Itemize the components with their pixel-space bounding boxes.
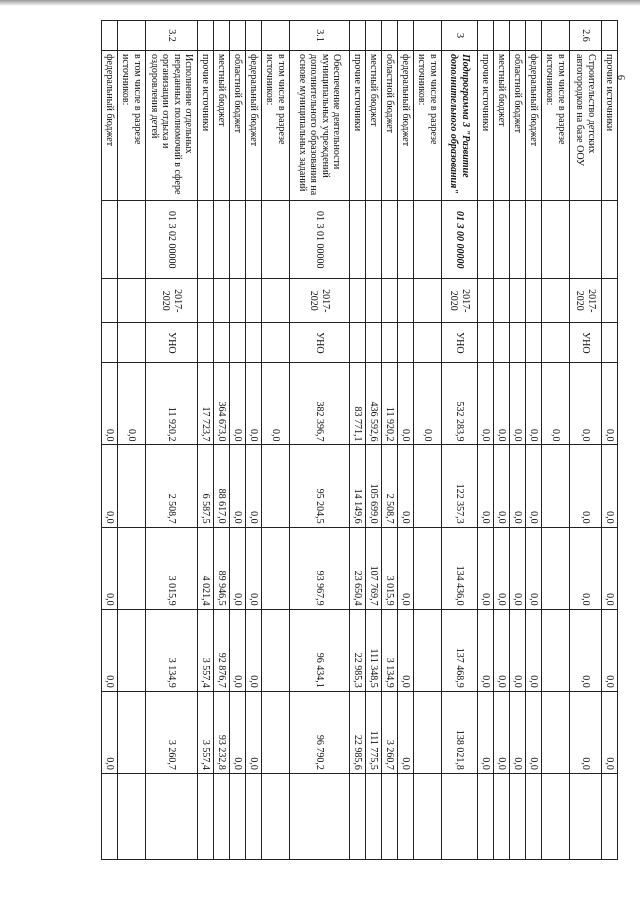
- executor: [102, 323, 118, 363]
- value-2018: 0,0: [570, 527, 602, 609]
- empty-cell: [442, 773, 478, 859]
- empty-cell: [414, 773, 442, 859]
- empty-cell: [494, 773, 510, 859]
- value-2019: 0,0: [510, 609, 526, 691]
- table-row: [102, 21, 118, 860]
- executor: УНО: [146, 323, 198, 363]
- row-name: в том числе в разрезе источников:: [414, 51, 442, 201]
- row-name: прочие источники: [478, 51, 494, 201]
- executor: [510, 323, 526, 363]
- period: 2017-2020: [290, 279, 350, 323]
- table-row: [214, 21, 230, 860]
- row-number: [230, 21, 246, 51]
- executor: [398, 323, 414, 363]
- value-2020: 96 790,2: [290, 691, 350, 773]
- row-number: [478, 21, 494, 51]
- budget-code: [398, 201, 414, 279]
- table-row: [602, 21, 618, 860]
- table-row: [570, 21, 602, 860]
- table-row: [198, 21, 214, 860]
- value-2020: 0,0: [602, 691, 618, 773]
- row-number: [198, 21, 214, 51]
- empty-cell: [602, 773, 618, 859]
- value-2020: 0,0: [494, 691, 510, 773]
- empty-cell: [526, 773, 542, 859]
- value-2019: 92 876,7: [214, 609, 230, 691]
- row-name: федеральный бюджет: [526, 51, 542, 201]
- value-2020: 0,0: [230, 691, 246, 773]
- period: [602, 279, 618, 323]
- value-2017: 0,0: [246, 445, 262, 527]
- value-2017: 122 357,3: [442, 445, 478, 527]
- value-2018: 0,0: [230, 527, 246, 609]
- value-2018: 0,0: [246, 527, 262, 609]
- row-number: [102, 21, 118, 51]
- value-total: 0,0: [398, 363, 414, 445]
- executor: УНО: [290, 323, 350, 363]
- value-2019: 0,0: [398, 609, 414, 691]
- value-2020: [414, 691, 442, 773]
- table-row: [478, 21, 494, 860]
- budget-code: [542, 201, 570, 279]
- period: [382, 279, 398, 323]
- value-2018: [118, 527, 146, 609]
- value-2017: 0,0: [494, 445, 510, 527]
- value-total: 364 673,0: [214, 363, 230, 445]
- value-2017: 95 204,5: [290, 445, 350, 527]
- value-2020: 3 260,7: [146, 691, 198, 773]
- budget-table: [101, 20, 618, 860]
- empty-cell: [262, 773, 290, 859]
- budget-code: [602, 201, 618, 279]
- value-2019: 0,0: [230, 609, 246, 691]
- value-2018: 4 021,4: [198, 527, 214, 609]
- value-2018: 0,0: [478, 527, 494, 609]
- budget-code: [510, 201, 526, 279]
- row-name: Строительство детских автогородков на базе ООУ: [570, 51, 602, 201]
- executor: УНО: [570, 323, 602, 363]
- period: [230, 279, 246, 323]
- value-2019: 137 468,9: [442, 609, 478, 691]
- value-2019: 0,0: [494, 609, 510, 691]
- table-row: [366, 21, 382, 860]
- period: [398, 279, 414, 323]
- executor: [366, 323, 382, 363]
- value-2017: [118, 445, 146, 527]
- value-2017: 88 617,0: [214, 445, 230, 527]
- value-total: 0,0: [230, 363, 246, 445]
- value-2019: 0,0: [102, 609, 118, 691]
- table-row: [414, 21, 442, 860]
- executor: [478, 323, 494, 363]
- row-name: федеральный бюджет: [246, 51, 262, 201]
- value-2018: 0,0: [510, 527, 526, 609]
- value-2017: [414, 445, 442, 527]
- table-row: [382, 21, 398, 860]
- period: 2017-2020: [570, 279, 602, 323]
- executor: [542, 323, 570, 363]
- table-row: [290, 21, 350, 860]
- row-name: прочие источники: [602, 51, 618, 201]
- value-2020: 3 260,7: [382, 691, 398, 773]
- empty-cell: [510, 773, 526, 859]
- value-total: 0,0: [102, 363, 118, 445]
- value-2020: 111 775,5: [366, 691, 382, 773]
- value-2019: 96 434,1: [290, 609, 350, 691]
- value-2017: [262, 445, 290, 527]
- value-2020: 0,0: [398, 691, 414, 773]
- row-name: местный бюджет: [494, 51, 510, 201]
- row-number: [526, 21, 542, 51]
- value-2020: 0,0: [526, 691, 542, 773]
- value-2017: 0,0: [602, 445, 618, 527]
- executor: [382, 323, 398, 363]
- period: [102, 279, 118, 323]
- row-number: [510, 21, 526, 51]
- budget-code: 01 3 00 00000: [442, 201, 478, 279]
- value-2018: 0,0: [494, 527, 510, 609]
- value-total: 436 592,6: [366, 363, 382, 445]
- empty-cell: [478, 773, 494, 859]
- executor: [494, 323, 510, 363]
- rotated-table-wrapper: [101, 20, 618, 860]
- row-name: в том числе в разрезе источников:: [262, 51, 290, 201]
- row-number: 3.1: [290, 21, 350, 51]
- value-2018: [262, 527, 290, 609]
- value-2018: 0,0: [398, 527, 414, 609]
- row-number: [398, 21, 414, 51]
- period: [526, 279, 542, 323]
- table-row: [230, 21, 246, 860]
- value-total: 0,0: [494, 363, 510, 445]
- row-number: 3: [442, 21, 478, 51]
- value-2018: 134 436,0: [442, 527, 478, 609]
- row-name: федеральный бюджет: [398, 51, 414, 201]
- empty-cell: [290, 773, 350, 859]
- empty-cell: [542, 773, 570, 859]
- table-row: [246, 21, 262, 860]
- value-2017: 0,0: [398, 445, 414, 527]
- value-2019: 3 557,4: [198, 609, 214, 691]
- budget-code: [262, 201, 290, 279]
- period: [118, 279, 146, 323]
- row-name: прочие источники: [198, 51, 214, 201]
- budget-code: [230, 201, 246, 279]
- budget-code: [366, 201, 382, 279]
- period: [510, 279, 526, 323]
- budget-code: 01 3 02 00000: [146, 201, 198, 279]
- empty-cell: [382, 773, 398, 859]
- row-number: [494, 21, 510, 51]
- row-name: местный бюджет: [366, 51, 382, 201]
- value-2018: 3 015,9: [382, 527, 398, 609]
- row-name: в том числе в разрезе источников:: [118, 51, 146, 201]
- value-2019: 0,0: [570, 609, 602, 691]
- value-2017: 0,0: [478, 445, 494, 527]
- table-row: [526, 21, 542, 860]
- row-name: в том числе в разрезе источников:: [542, 51, 570, 201]
- value-2018: 93 967,9: [290, 527, 350, 609]
- table-row: [494, 21, 510, 860]
- value-2020: 22 985,6: [350, 691, 366, 773]
- executor: [118, 323, 146, 363]
- table-row: [510, 21, 526, 860]
- value-2017: [542, 445, 570, 527]
- empty-cell: [230, 773, 246, 859]
- table-row: [398, 21, 414, 860]
- value-2017: 0,0: [102, 445, 118, 527]
- value-2020: 138 021,8: [442, 691, 478, 773]
- value-total: 83 771,1: [350, 363, 366, 445]
- value-total: 17 723,7: [198, 363, 214, 445]
- row-name: федеральный бюджет: [102, 51, 118, 201]
- row-name: областной бюджет: [510, 51, 526, 201]
- value-2018: [414, 527, 442, 609]
- table-row: [146, 21, 198, 860]
- executor: [230, 323, 246, 363]
- value-2019: [118, 609, 146, 691]
- value-2020: 0,0: [246, 691, 262, 773]
- period: [198, 279, 214, 323]
- period: [414, 279, 442, 323]
- budget-code: [478, 201, 494, 279]
- scan-edge-shadow: [0, 0, 640, 6]
- period: [350, 279, 366, 323]
- budget-code: [526, 201, 542, 279]
- value-2019: 3 134,9: [146, 609, 198, 691]
- executor: [246, 323, 262, 363]
- value-total: 0,0: [246, 363, 262, 445]
- value-total: 0,0: [118, 363, 146, 445]
- empty-cell: [398, 773, 414, 859]
- value-2019: [262, 609, 290, 691]
- value-total: 11 920,2: [146, 363, 198, 445]
- executor: [350, 323, 366, 363]
- empty-cell: [366, 773, 382, 859]
- value-total: 382 396,7: [290, 363, 350, 445]
- period: [262, 279, 290, 323]
- row-number: [414, 21, 442, 51]
- empty-cell: [198, 773, 214, 859]
- row-number: 3.2: [146, 21, 198, 51]
- value-2017: 0,0: [526, 445, 542, 527]
- value-2018: 0,0: [102, 527, 118, 609]
- table-row: [542, 21, 570, 860]
- budget-code: [494, 201, 510, 279]
- budget-code: [118, 201, 146, 279]
- value-2019: 0,0: [246, 609, 262, 691]
- value-total: 0,0: [542, 363, 570, 445]
- row-name: местный бюджет: [214, 51, 230, 201]
- budget-code: 01 3 01 00000: [290, 201, 350, 279]
- value-2018: 3 015,9: [146, 527, 198, 609]
- budget-code: [102, 201, 118, 279]
- budget-code: [350, 201, 366, 279]
- value-2018: 0,0: [526, 527, 542, 609]
- value-2020: 3 557,4: [198, 691, 214, 773]
- executor: [526, 323, 542, 363]
- period: [366, 279, 382, 323]
- row-number: 2.6: [570, 21, 602, 51]
- value-total: 0,0: [602, 363, 618, 445]
- budget-code: [198, 201, 214, 279]
- value-2018: 23 650,4: [350, 527, 366, 609]
- page-number: 9: [617, 75, 628, 80]
- table-row: [350, 21, 366, 860]
- value-total: 532 283,9: [442, 363, 478, 445]
- value-2019: 0,0: [478, 609, 494, 691]
- value-2017: 2 508,7: [382, 445, 398, 527]
- table-row: [262, 21, 290, 860]
- budget-code: [246, 201, 262, 279]
- period: 2017-2020: [442, 279, 478, 323]
- executor: [198, 323, 214, 363]
- value-2017: 2 508,7: [146, 445, 198, 527]
- empty-cell: [118, 773, 146, 859]
- value-2017: 6 587,5: [198, 445, 214, 527]
- budget-code: [382, 201, 398, 279]
- row-name: Обеспечение деятельности муниципальных учреждений дополнительного образования на основе муниципальных заданий: [290, 51, 350, 201]
- executor: [414, 323, 442, 363]
- value-total: 0,0: [570, 363, 602, 445]
- value-2019: [414, 609, 442, 691]
- value-2019: 0,0: [602, 609, 618, 691]
- value-2019: 3 134,9: [382, 609, 398, 691]
- row-number: [542, 21, 570, 51]
- table-row: [118, 21, 146, 860]
- executor: [262, 323, 290, 363]
- executor: [214, 323, 230, 363]
- value-2020: 93 232,8: [214, 691, 230, 773]
- budget-code: [570, 201, 602, 279]
- value-total: 11 920,2: [382, 363, 398, 445]
- row-number: [118, 21, 146, 51]
- period: [542, 279, 570, 323]
- value-2020: 0,0: [510, 691, 526, 773]
- row-name: областной бюджет: [230, 51, 246, 201]
- value-2017: 0,0: [510, 445, 526, 527]
- budget-code: [414, 201, 442, 279]
- budget-code: [214, 201, 230, 279]
- row-name: прочие источники: [350, 51, 366, 201]
- value-2020: [262, 691, 290, 773]
- empty-cell: [570, 773, 602, 859]
- row-name: Исполнение отдельных переданных полномочий в сфере организации отдыха и оздоровления детей: [146, 51, 198, 201]
- value-2018: 107 769,7: [366, 527, 382, 609]
- row-number: [366, 21, 382, 51]
- empty-cell: [102, 773, 118, 859]
- table-body: [102, 21, 618, 860]
- executor: [602, 323, 618, 363]
- value-total: 0,0: [526, 363, 542, 445]
- value-total: 0,0: [262, 363, 290, 445]
- value-total: 0,0: [510, 363, 526, 445]
- value-2020: [542, 691, 570, 773]
- value-2019: [542, 609, 570, 691]
- row-number: [602, 21, 618, 51]
- period: [214, 279, 230, 323]
- period: [494, 279, 510, 323]
- value-2020: 0,0: [570, 691, 602, 773]
- empty-cell: [246, 773, 262, 859]
- executor: УНО: [442, 323, 478, 363]
- empty-cell: [214, 773, 230, 859]
- empty-cell: [146, 773, 198, 859]
- value-total: 0,0: [478, 363, 494, 445]
- value-2017: 14 149,6: [350, 445, 366, 527]
- value-2018: 89 946,5: [214, 527, 230, 609]
- period: 2017-2020: [146, 279, 198, 323]
- value-2020: 0,0: [478, 691, 494, 773]
- row-number: [382, 21, 398, 51]
- period: [478, 279, 494, 323]
- row-number: [214, 21, 230, 51]
- value-2017: 0,0: [570, 445, 602, 527]
- value-total: 0,0: [414, 363, 442, 445]
- value-2019: 0,0: [526, 609, 542, 691]
- row-number: [350, 21, 366, 51]
- value-2018: 0,0: [602, 527, 618, 609]
- empty-cell: [350, 773, 366, 859]
- value-2019: 22 985,3: [350, 609, 366, 691]
- row-number: [262, 21, 290, 51]
- value-2020: [118, 691, 146, 773]
- row-name: Подпрограмма 3 "Развитие дополнительного образования": [442, 51, 478, 201]
- value-2017: 0,0: [230, 445, 246, 527]
- period: [246, 279, 262, 323]
- value-2017: 105 699,0: [366, 445, 382, 527]
- row-name: областной бюджет: [382, 51, 398, 201]
- table-row: [442, 21, 478, 860]
- value-2019: 111 348,5: [366, 609, 382, 691]
- row-number: [246, 21, 262, 51]
- value-2018: [542, 527, 570, 609]
- value-2020: 0,0: [102, 691, 118, 773]
